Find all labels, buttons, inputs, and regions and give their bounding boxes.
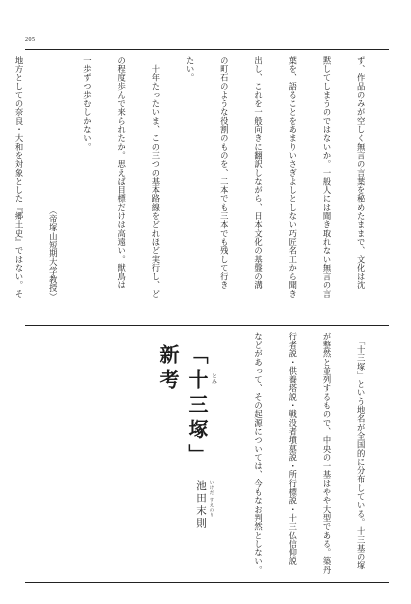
article-intro-text (253, 332, 389, 575)
upper-text-block (14, 56, 389, 320)
author-ruby: いけだ すえのり (209, 480, 214, 518)
text-line: たい。 (185, 56, 196, 82)
text-line: などがあって、その起源については、今もなお判然としない。 (253, 332, 264, 575)
text-line: 地方としての奈良・大和を対象とした『郷土史』ではない。そ (14, 56, 24, 299)
text-line: 十年たったいま、この三つの基本路線をどれほど実行し、ど (150, 56, 161, 299)
text-line: が整然と並列するもので、中央の一基はやや大型である。築丹 (321, 332, 332, 575)
text-line: 黙してしまうのではないか。一般人には聞き取れない無言の言 (321, 56, 332, 299)
author-affiliation: （帝塚山短期大学教授） (48, 206, 59, 302)
text-line: 行者説・供養塔説・戦没者墳墓説・所行標説・十三仏信仰説 (287, 332, 298, 566)
page-number: 205 (25, 37, 36, 43)
top-rule (25, 49, 389, 50)
title-ruby: とみ (211, 373, 217, 385)
text-line: の町石のような役割のものを、二本でも三本でも残して行き (219, 56, 230, 290)
section-divider-rule (25, 325, 389, 326)
article-title: 「十三塚」新考 (156, 344, 209, 469)
text-line: 一歩ずつ歩むしかない。 (82, 56, 93, 152)
text-line: ず、作品のみが空しく無言の言葉を秘めたままで、文化は沈 (356, 56, 367, 290)
bottom-rule (25, 582, 389, 583)
text-line: 出し、これを一般向きに翻訳しながら、日本文化の基盤の溝 (253, 56, 264, 290)
text-line: 葉を、語ることをあまりいさぎよしとしない巧匠名工から聞き (287, 56, 298, 299)
author-name: 池田末則 (195, 480, 207, 530)
text-line: の程度歩んで来られたか。思えば目標だけは高遠い。獣鳥は (116, 56, 127, 290)
text-line: 「十三塚」という地名が全国的に分布している。十三基の塚 (356, 332, 367, 571)
